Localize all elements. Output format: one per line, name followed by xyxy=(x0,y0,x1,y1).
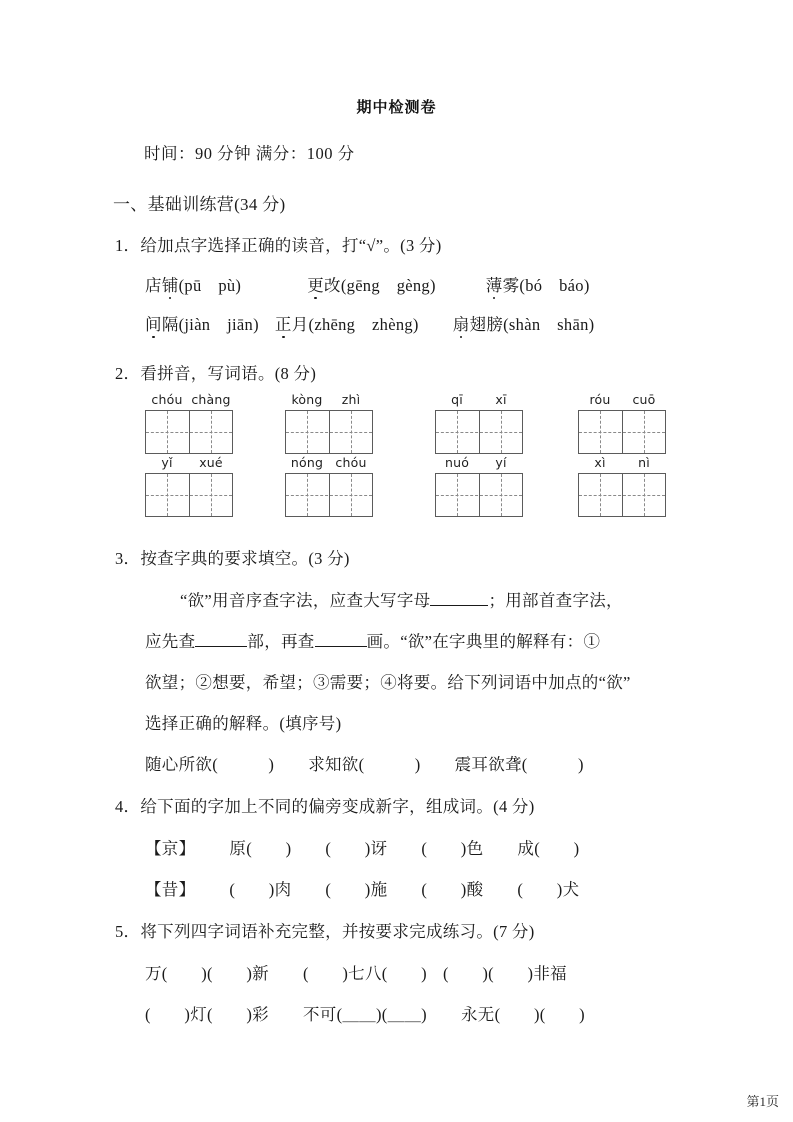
question-1-prompt xyxy=(115,232,442,256)
q4-cell[interactable]: ( )色 xyxy=(421,839,484,858)
tianzige-box[interactable] xyxy=(578,410,666,454)
q1-word-post: 翅膀 xyxy=(469,315,504,334)
tianzige-cell[interactable] xyxy=(146,474,189,516)
pinyin-syllable: cuō xyxy=(632,392,656,407)
q5-idiom[interactable]: ( )灯( )彩 xyxy=(145,1005,269,1024)
tianzige-cell[interactable] xyxy=(579,474,622,516)
q3-line1-tail: ；用部首查字法， xyxy=(488,591,623,610)
q1-pinyin-options[interactable]: (zhēng zhèng) xyxy=(308,315,419,334)
pinyin-label xyxy=(578,392,666,407)
q4-cell[interactable]: ( )肉 xyxy=(229,880,292,899)
pinyin-syllable: nì xyxy=(638,455,650,470)
tianzige-box[interactable] xyxy=(285,473,373,517)
q4-base-char: 【昔】 xyxy=(145,880,196,899)
pinyin-syllable: xué xyxy=(199,455,223,470)
q1-item[interactable] xyxy=(307,276,436,295)
tianzige-cell[interactable] xyxy=(579,411,622,453)
q1-item[interactable] xyxy=(145,315,259,334)
q3-blank-letter[interactable] xyxy=(430,605,488,606)
pinyin-syllable: qī xyxy=(451,392,463,407)
question-1-text: 给加点字选择正确的读音，打“√”。(3 分) xyxy=(140,236,442,255)
q1-pinyin-options[interactable]: (pū pù) xyxy=(178,276,242,295)
tianzige-box[interactable] xyxy=(578,473,666,517)
question-2-prompt xyxy=(115,360,316,384)
pinyin-syllable: chóu xyxy=(335,455,367,470)
pinyin-syllable: kòng xyxy=(291,392,323,407)
tianzige-cell[interactable] xyxy=(146,411,189,453)
tianzige-cell[interactable] xyxy=(329,474,372,516)
q1-word-post: 雾 xyxy=(502,276,520,295)
tianzige-box[interactable] xyxy=(145,410,233,454)
q5-idiom[interactable]: ( )( )非福 xyxy=(442,964,567,983)
tianzige-cell[interactable] xyxy=(479,411,522,453)
q1-dotted-char: 铺 xyxy=(162,272,179,296)
pinyin-syllable: chàng xyxy=(191,392,231,407)
pinyin-label xyxy=(145,455,233,470)
q4-cell[interactable]: ( )讶 xyxy=(325,839,388,858)
pinyin-grid-1[interactable] xyxy=(145,392,233,454)
q4-cell[interactable]: 原( ) xyxy=(229,839,292,858)
q1-dotted-char: 间 xyxy=(145,311,162,335)
q3-item[interactable]: 求知欲( ) xyxy=(308,755,421,774)
section-heading-basics: 一、基础训练营(34 分) xyxy=(113,195,286,214)
q1-dotted-char: 更 xyxy=(307,272,324,296)
question-4-number: 4． xyxy=(115,797,141,816)
tianzige-cell[interactable] xyxy=(622,411,665,453)
q4-cell[interactable]: ( )犬 xyxy=(517,880,580,899)
pinyin-grid-2[interactable] xyxy=(285,392,373,454)
pinyin-syllable: nuó xyxy=(444,455,470,470)
q3-line2-tail: 画。“欲”在字典里的解释有：① xyxy=(366,632,601,651)
pinyin-syllable: zhì xyxy=(341,392,361,407)
q3-line1-lead: “欲”用音序查字法，应查大写字母 xyxy=(180,591,431,610)
tianzige-cell[interactable] xyxy=(622,474,665,516)
q4-cell[interactable]: ( )酸 xyxy=(421,880,484,899)
q5-idiom[interactable]: ( )七八( ) xyxy=(302,964,427,983)
question-4-row-2 xyxy=(145,876,579,900)
q1-item[interactable] xyxy=(275,315,419,334)
q1-dotted-char: 扇 xyxy=(453,311,470,335)
q5-idiom[interactable]: 不可(＿＿)(＿＿) xyxy=(302,1005,427,1024)
pinyin-label xyxy=(435,392,523,407)
question-4-prompt xyxy=(115,793,535,817)
q4-cell[interactable]: ( )施 xyxy=(325,880,388,899)
q1-pinyin-options[interactable]: (bó báo) xyxy=(519,276,590,295)
question-3-items xyxy=(145,751,584,775)
question-3-line-2 xyxy=(145,628,600,652)
q1-item[interactable] xyxy=(486,276,590,295)
pinyin-grid-7[interactable] xyxy=(435,455,523,517)
q1-pinyin-options[interactable]: (jiàn jiān) xyxy=(178,315,259,334)
page-number-footer: 第1页 xyxy=(746,1094,779,1109)
question-5-row-1 xyxy=(145,960,567,984)
q1-dotted-char: 薄 xyxy=(486,272,503,296)
q1-word-post: 隔 xyxy=(161,315,179,334)
q3-line2-mid: 部，再查 xyxy=(247,632,315,651)
pinyin-syllable: yǐ xyxy=(161,455,173,470)
question-5-number: 5． xyxy=(115,922,141,941)
tianzige-box[interactable] xyxy=(145,473,233,517)
pinyin-label xyxy=(285,392,373,407)
pinyin-syllable: xì xyxy=(594,455,606,470)
pinyin-syllable: nóng xyxy=(290,455,324,470)
question-3-line-1 xyxy=(180,587,623,611)
tianzige-cell[interactable] xyxy=(329,411,372,453)
q1-word-post: 改 xyxy=(324,276,341,295)
pinyin-syllable: róu xyxy=(589,392,611,407)
question-4-row-1 xyxy=(145,835,579,859)
q3-item[interactable]: 震耳欲聋( ) xyxy=(454,755,584,774)
tianzige-cell[interactable] xyxy=(189,474,232,516)
q3-blank-strokes[interactable] xyxy=(315,646,367,647)
tianzige-cell[interactable] xyxy=(479,474,522,516)
page-title: 期中检测卷 xyxy=(356,100,437,116)
q1-dotted-char: 正 xyxy=(275,311,292,335)
question-1-number: 1． xyxy=(115,236,141,255)
question-5-row-2 xyxy=(145,1001,585,1025)
tianzige-cell[interactable] xyxy=(286,474,329,516)
q1-item[interactable] xyxy=(145,276,241,295)
q3-blank-radical[interactable] xyxy=(195,646,247,647)
question-2-text: 看拼音，写词语。(8 分) xyxy=(140,364,317,383)
pinyin-grid-6[interactable] xyxy=(285,455,373,517)
q1-word-post: 月 xyxy=(291,315,309,334)
pinyin-grid-5[interactable] xyxy=(145,455,233,517)
tianzige-cell[interactable] xyxy=(189,411,232,453)
question-5-prompt xyxy=(115,918,535,942)
pinyin-grid-4[interactable] xyxy=(578,392,666,454)
pinyin-label xyxy=(578,455,666,470)
tianzige-box[interactable] xyxy=(435,410,523,454)
question-1-row-2 xyxy=(145,311,594,335)
pinyin-label xyxy=(435,455,523,470)
q3-item[interactable]: 随心所欲( ) xyxy=(145,755,275,774)
q1-pinyin-options[interactable]: (shàn shān) xyxy=(503,315,595,334)
question-3-prompt xyxy=(115,545,350,569)
tianzige-cell[interactable] xyxy=(286,411,329,453)
q4-cell[interactable]: 成( ) xyxy=(517,839,580,858)
exam-info-line: 时间：90 分钟 满分：100 分 xyxy=(144,144,355,163)
q3-line2-lead: 应先查 xyxy=(145,632,196,651)
question-5-text: 将下列四字词语补充完整，并按要求完成练习。(7 分) xyxy=(140,922,535,941)
pinyin-syllable: chóu xyxy=(151,392,183,407)
question-3-number: 3． xyxy=(115,549,141,568)
q5-idiom[interactable]: 万( )( )新 xyxy=(145,964,269,983)
question-3-line-4: 选择正确的解释。(填序号) xyxy=(145,714,342,733)
pinyin-grid-8[interactable] xyxy=(578,455,666,517)
pinyin-syllable: xī xyxy=(495,392,507,407)
question-4-text: 给下面的字加上不同的偏旁变成新字，组成词。(4 分) xyxy=(140,797,535,816)
q1-pinyin-options[interactable]: (gēng gèng) xyxy=(340,276,436,295)
tianzige-box[interactable] xyxy=(285,410,373,454)
tianzige-box[interactable] xyxy=(435,473,523,517)
pinyin-syllable: yí xyxy=(495,455,507,470)
question-3-text: 按查字典的要求填空。(3 分) xyxy=(140,549,350,568)
pinyin-label xyxy=(145,392,233,407)
pinyin-label xyxy=(285,455,373,470)
q4-base-char: 【京】 xyxy=(145,839,196,858)
q5-idiom[interactable]: 永无( )( ) xyxy=(460,1005,585,1024)
tianzige-cell[interactable] xyxy=(436,474,479,516)
tianzige-cell[interactable] xyxy=(436,411,479,453)
pinyin-grid-3[interactable] xyxy=(435,392,523,454)
q1-item[interactable] xyxy=(453,315,595,334)
question-1-row-1 xyxy=(145,272,590,296)
q1-word-pre: 店 xyxy=(145,276,162,295)
question-3-line-3: 欲望；②想要，希望；③需要；④将要。给下列词语中加点的“欲” xyxy=(145,673,631,692)
question-2-number: 2． xyxy=(115,364,141,383)
